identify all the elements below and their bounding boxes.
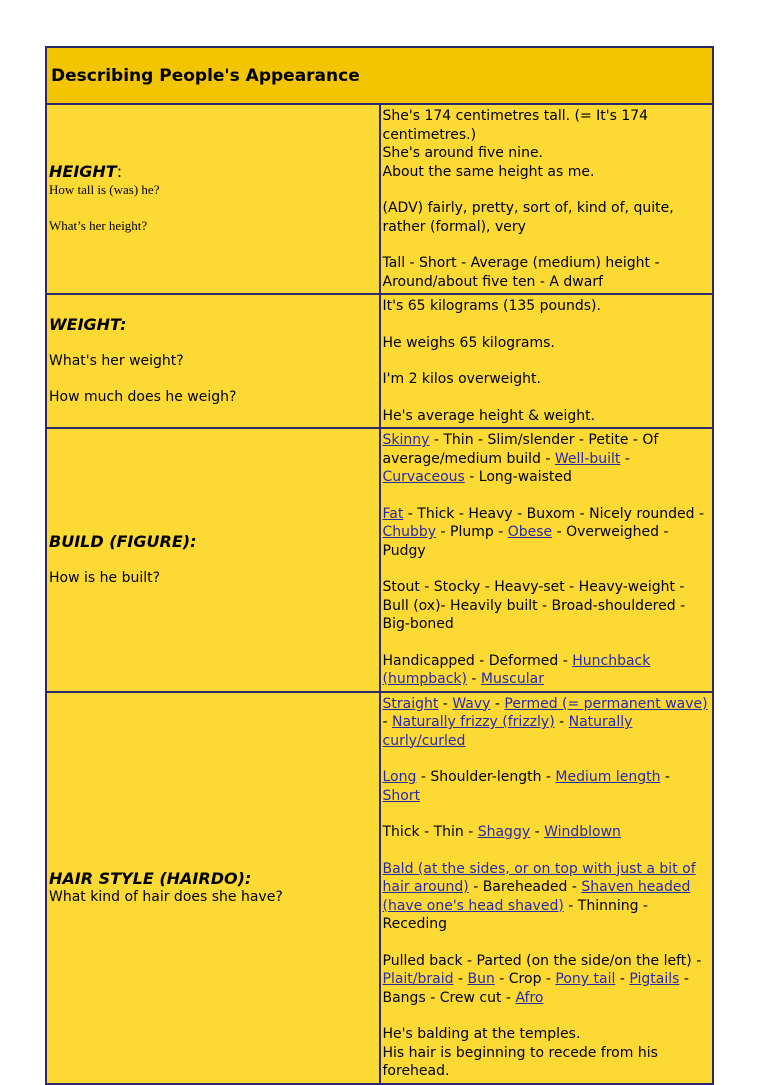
weight-line-4: He's average height & weight. [382,407,596,424]
link-frizzy[interactable]: Naturally frizzy (frizzly) [392,714,555,730]
link-chubby[interactable]: Chubby [382,524,437,540]
build-label-cell [46,428,380,692]
link-fat[interactable]: Fat [382,505,404,522]
hair-line-recede: His hair is beginning to recede from his forehead. [382,1044,658,1079]
title-row [46,47,713,104]
hair-heading: HAIR STYLE (HAIRDO): [49,868,252,888]
height-line-2: She's around five nine. [382,145,544,161]
document-title: Describing People's Appearance [51,65,360,86]
title-cell [46,47,713,104]
hair-line-balding: He's balding at the temples. [382,1026,581,1042]
height-question-2: What’s her height? [49,218,148,233]
height-row [46,104,713,294]
link-pony-tail[interactable]: Pony tail [555,971,616,987]
weight-row [46,294,713,428]
link-hunchback[interactable]: Hunchback (humpback) [382,652,651,687]
height-line-3: About the same height as me. [382,163,595,180]
hair-para-5: Pulled back - Parted (on the side/on the left) - Plait/braid - Bun - Crop - Pony tail - Pigtails - Bangs - Crew cut - Afro [382,952,702,1006]
weight-line-1: It's 65 kilograms (135 pounds). [382,298,601,314]
weight-question-1: What's her weight? [49,353,184,369]
weight-line-3: I'm 2 kilos overweight. [382,371,541,387]
link-permed[interactable]: Permed (= permanent wave) [504,695,708,712]
link-well-built[interactable]: Well-built [554,450,621,467]
hair-para-4: Bald (at the sides, or on top with just a bit of hair around) - Bareheaded - Shaven headed (have one's head shaved) - Thinning - Receding [382,860,696,932]
build-para-1: Skinny - Thin - Slim/slender - Petite - Of average/medium build - Well-built - Curvaceous - Long-waisted [382,432,659,485]
link-short[interactable]: Short [382,787,421,804]
hair-row [46,692,713,1084]
link-afro[interactable]: Afro [515,989,544,1006]
build-para-4: Handicapped - Deformed - Hunchback (humpback) - Muscular [382,652,651,687]
hair-para-1: Straight - Wavy - Permed (= permanent wave) - Naturally frizzy (frizzly) - Naturally curly/curled [382,695,708,749]
hair-para-2: Long - Shoulder-length - Medium length - Short [382,769,670,804]
hair-content-cell [380,692,714,1084]
link-muscular[interactable]: Muscular [480,671,544,687]
height-heading: HEIGHT: [49,162,123,181]
link-long[interactable]: Long [382,769,417,785]
height-line-1: She's 174 centimetres tall. (= It's 174 centimetres.) [382,108,649,143]
link-curly[interactable]: Naturally curly/curled [382,714,633,749]
link-shaggy[interactable]: Shaggy [477,824,531,840]
build-para-3: Stout - Stocky - Heavy-set - Heavy-weight - Bull (ox)- Heavily built - Broad-shouldered - Big-boned [382,579,686,632]
link-medium-length[interactable]: Medium length [555,769,661,785]
weight-line-2: He weighs 65 kilograms. [382,334,555,351]
link-straight[interactable]: Straight [382,695,439,712]
weight-content-cell [380,294,714,428]
height-label-cell [46,104,380,294]
link-plait-braid[interactable]: Plait/braid [382,971,454,987]
hair-question: What kind of hair does she have? [49,888,283,905]
build-row [46,428,713,692]
height-question-1: How tall is (was) he? [49,182,160,197]
appearance-table [45,46,714,1085]
link-shaven-headed[interactable]: Shaven headed (have one's head shaved) [382,879,691,914]
hair-label-cell [46,692,380,1084]
build-question: How is he built? [49,569,161,586]
link-wavy[interactable]: Wavy [452,695,491,712]
link-bun[interactable]: Bun [467,971,495,987]
hair-para-3: Thick - Thin - Shaggy - Windblown [382,824,621,840]
link-bald[interactable]: Bald (at the sides, or on top with just a bit of hair around) [382,860,696,895]
build-para-2: Fat - Thick - Heavy - Buxom - Nicely rounded - Chubby - Plump - Obese - Overweighed - Pudgy [382,505,705,559]
height-adverbs: (ADV) fairly, pretty, sort of, kind of, quite, rather (formal), very [382,200,674,235]
link-skinny[interactable]: Skinny [382,432,430,448]
link-obese[interactable]: Obese [507,524,553,540]
height-descriptors: Tall - Short - Average (medium) height - Around/about five ten - A dwarf [382,255,660,290]
link-curvaceous[interactable]: Curvaceous [382,469,465,485]
height-content-cell [380,104,714,294]
link-pigtails[interactable]: Pigtails [629,971,680,987]
weight-question-2: How much does he weigh? [49,389,237,405]
build-content-cell [380,428,714,692]
build-heading: BUILD (FIGURE): [49,531,197,551]
link-windblown[interactable]: Windblown [544,824,621,840]
weight-heading: WEIGHT: [49,315,127,334]
weight-label-cell [46,294,380,428]
